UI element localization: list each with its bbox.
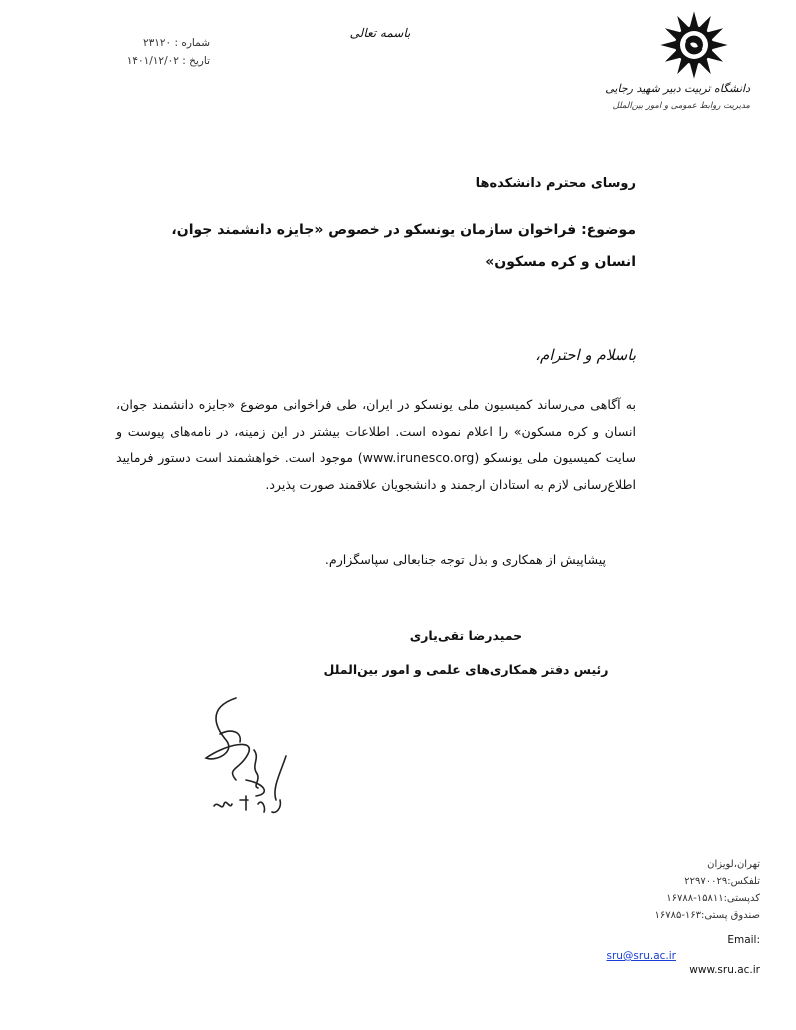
contact-fax: تلفکس:۲۲۹۷۰۰۲۹ xyxy=(684,876,760,887)
letter-date: تاریخ : ۱۴۰۱/۱۲/۰۲ xyxy=(126,55,210,67)
letter-number: شماره : ۲۳۱۲۰ xyxy=(142,37,210,49)
invocation-text: باسمه تعالی xyxy=(349,26,411,40)
university-name: دانشگاه تربیت دبیر شهید رجایی xyxy=(605,82,750,95)
handwritten-signature xyxy=(196,688,340,828)
university-logo xyxy=(605,10,750,111)
signatory-title: رئیس دفتر همکاری‌های علمی و امور بین‌الملل xyxy=(323,662,609,677)
contact-address: تهران،لویزان xyxy=(707,859,760,870)
email-label: Email: xyxy=(727,934,760,946)
department-name: مدیریت روابط عمومی و امور بین‌الملل xyxy=(612,101,750,111)
closing-line: پیشاپیش از همکاری و بذل توجه جنابعالی سپاسگزارم. xyxy=(324,552,606,567)
email-link[interactable]: sru@sru.ac.ir xyxy=(606,950,676,962)
recipient: روسای محترم دانشکده‌ها xyxy=(475,176,636,191)
contact-postal-code: کدپستی:۱۵۸۱۱-۱۶۷۸۸ xyxy=(666,893,760,904)
letter-body: به آگاهی می‌رساند کمیسیون ملی یونسکو در ایران، طی فراخوانی موضوع «جایزه دانشمند جوان، انسان و کره مسکون» را اعلام نموده است. اطلاعات بیشتر در این زمینه، در نامه‌های پیوست و سایت کمیسیون ملی یونسکو (www.irunesco.org) موجود است. خواهشمند است دستور فرمایید اطلاع‌رسانی لازم به استادان ارجمند و دانشجویان علاقمند صورت پذیرد. xyxy=(116,397,636,492)
subject-line: موضوع: فراخوان سازمان یونسکو در خصوص «جایزه دانشمند جوان، انسان و کره مسکون» xyxy=(171,222,636,270)
signatory-name: حمیدرضا تقی‌یاری xyxy=(409,628,523,643)
contact-info xyxy=(580,856,760,924)
greeting: باسلام و احترام، xyxy=(535,346,636,364)
contact-po-box: صندوق پستی:۱۶۳-۱۶۷۸۵ xyxy=(654,910,760,921)
letter-meta xyxy=(90,34,210,70)
website-text: www.sru.ac.ir xyxy=(689,964,760,976)
university-emblem-icon xyxy=(659,10,729,80)
